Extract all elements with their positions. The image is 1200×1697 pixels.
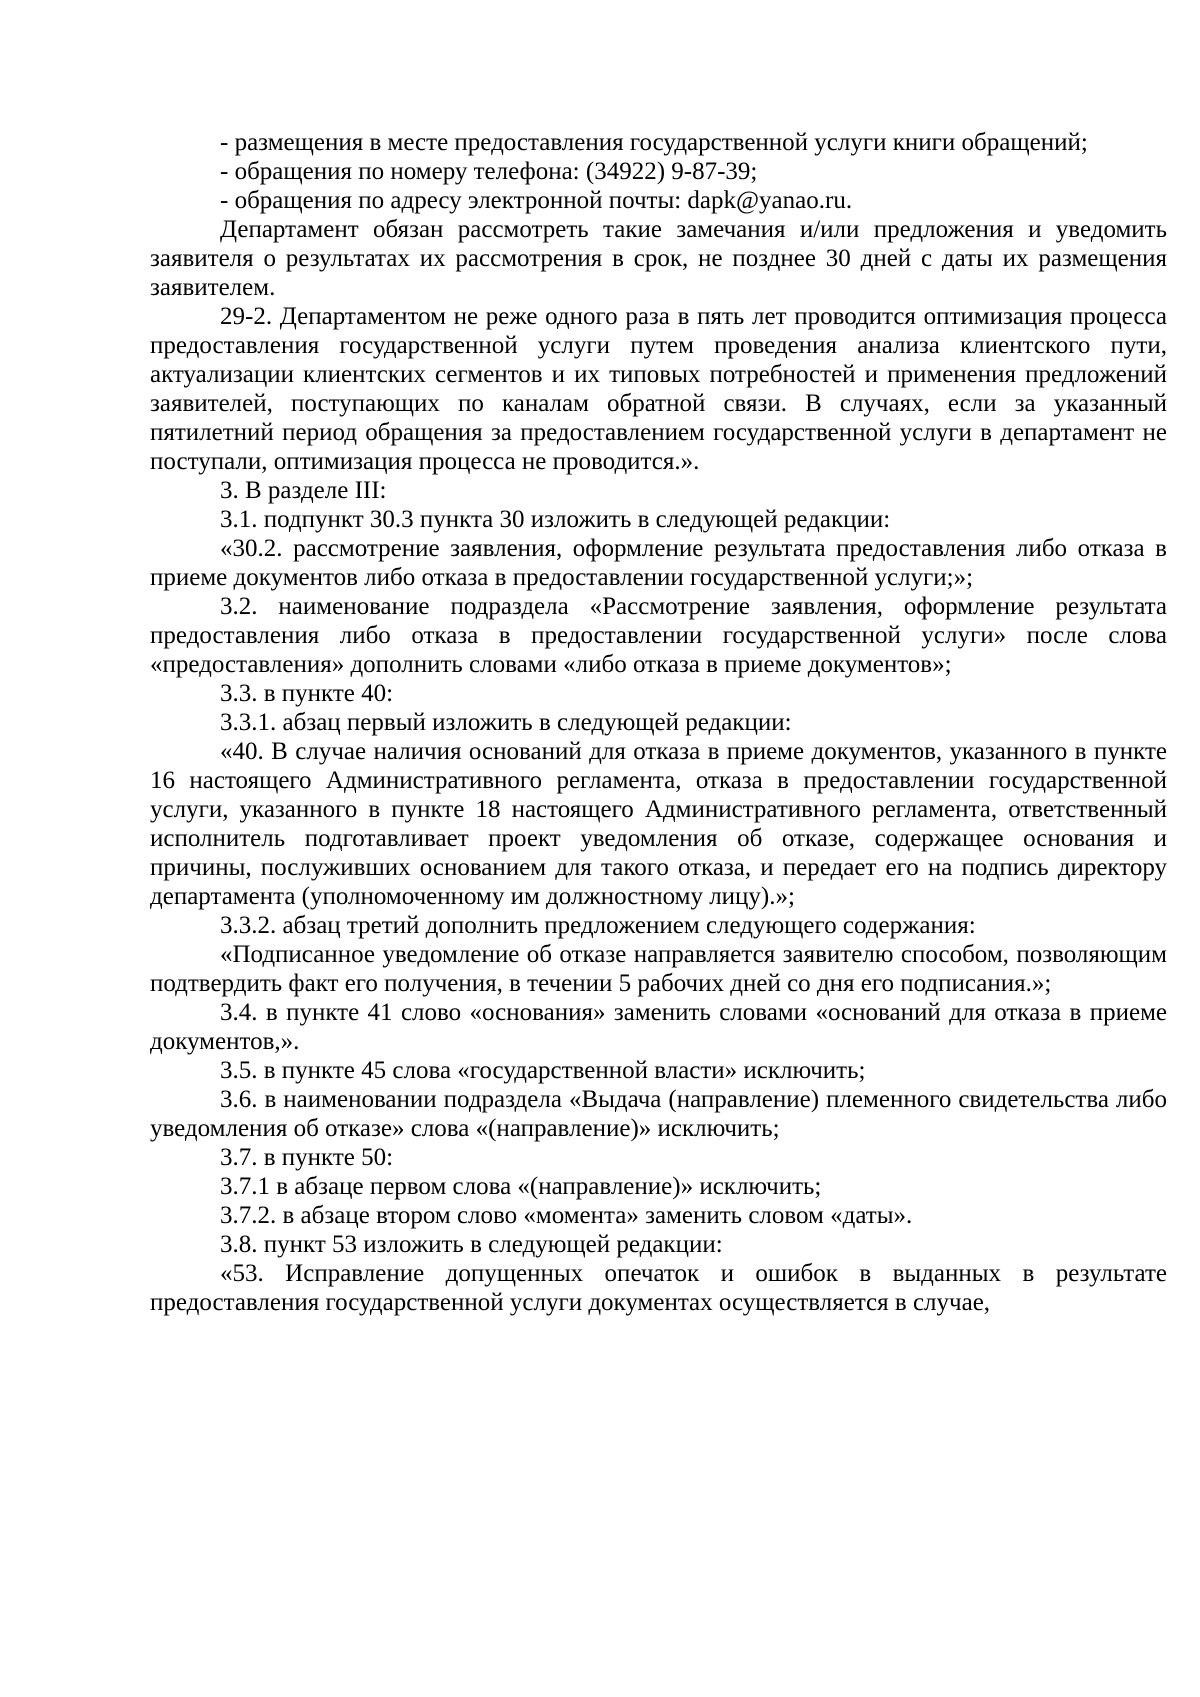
paragraph-complaint-book: - размещения в месте предоставления государственной услуги книги обращений; <box>220 129 1088 156</box>
paragraph-3-8: 3.8. пункт 53 изложить в следующей редакции: <box>220 1231 723 1258</box>
paragraph-3-3: 3.3. в пункте 40: <box>220 680 394 707</box>
paragraph-signed-notice-quote: «Подписанное уведомление об отказе направляется заявителю способом, позволяющим подтвердить факт его получения, в течении 5 рабочих дней со дня его подписания.»; <box>150 941 1167 997</box>
paragraph-3-3-1: 3.3.1. абзац первый изложить в следующей редакции: <box>220 709 792 736</box>
paragraph-53-quote: «53. Исправление допущенных опечаток и ошибок в выданных в результате предоставления государственной услуги документах осуществляется в случае, <box>150 1260 1167 1316</box>
paragraph-40-quote: «40. В случае наличия оснований для отказа в приеме документов, указанного в пункте 16 настоящего Административного регламента, отказа в предоставлении государственной услуги, указанного в пункте 18 настоящего Административного регламента, ответственный исполнитель подготавливает проект уведомления об отказе, содержащее основания и причины, послуживших основанием для такого отказа, и передает его на подпись директору департамента (уполномоченному им должностному лицу).»; <box>150 738 1167 910</box>
paragraph-29-2: 29-2. Департаментом не реже одного раза в пять лет проводится оптимизация процесса предоставления государственной услуги путем проведения анализа клиентского пути, актуализации клиентских сегментов и их типовых потребностей и применения предложений заявителей, поступающих по каналам обратной связи. В случаях, если за указанный пятилетний период обращения за предоставлением государственной услуги в департамент не поступали, оптимизация процесса не проводится.». <box>150 303 1167 475</box>
paragraph-3-1: 3.1. подпункт 30.3 пункта 30 изложить в следующей редакции: <box>220 506 891 533</box>
paragraph-3-7-2: 3.7.2. в абзаце втором слово «момента» заменить словом «даты». <box>220 1202 913 1229</box>
document-page <box>150 128 1167 1317</box>
paragraph-department-obligation: Департамент обязан рассмотреть такие замечания и/или предложения и уведомить заявителя о результатах их рассмотрения в срок, не позднее 30 дней с даты их размещения заявителем. <box>150 216 1167 301</box>
paragraph-phone: - обращения по номеру телефона: (34922) 9-87-39; <box>220 158 758 185</box>
paragraph-3-3-2: 3.3.2. абзац третий дополнить предложением следующего содержания: <box>220 912 976 939</box>
paragraph-section-3: 3. В разделе III: <box>220 477 387 504</box>
paragraph-3-7: 3.7. в пункте 50: <box>220 1144 394 1171</box>
paragraph-3-6: 3.6. в наименовании подраздела «Выдача (направление) племенного свидетельства либо уведомления об отказе» слова «(направление)» исключить; <box>150 1086 1167 1142</box>
paragraph-3-4: 3.4. в пункте 41 слово «основания» заменить словами «оснований для отказа в приеме документов,». <box>150 999 1167 1055</box>
paragraph-30-2-quote: «30.2. рассмотрение заявления, оформление результата предоставления либо отказа в приеме документов либо отказа в предоставлении государственной услуги;»; <box>150 535 1167 591</box>
paragraph-3-2: 3.2. наименование подраздела «Рассмотрение заявления, оформление результата предоставления либо отказа в предоставлении государственной услуги» после слова «предоставления» дополнить словами «либо отказа в приеме документов»; <box>150 593 1167 678</box>
paragraph-3-5: 3.5. в пункте 45 слова «государственной власти» исключить; <box>220 1057 866 1084</box>
paragraph-email: - обращения по адресу электронной почты: dapk@yanao.ru. <box>220 187 853 214</box>
paragraph-3-7-1: 3.7.1 в абзаце первом слова «(направление)» исключить; <box>220 1173 822 1200</box>
